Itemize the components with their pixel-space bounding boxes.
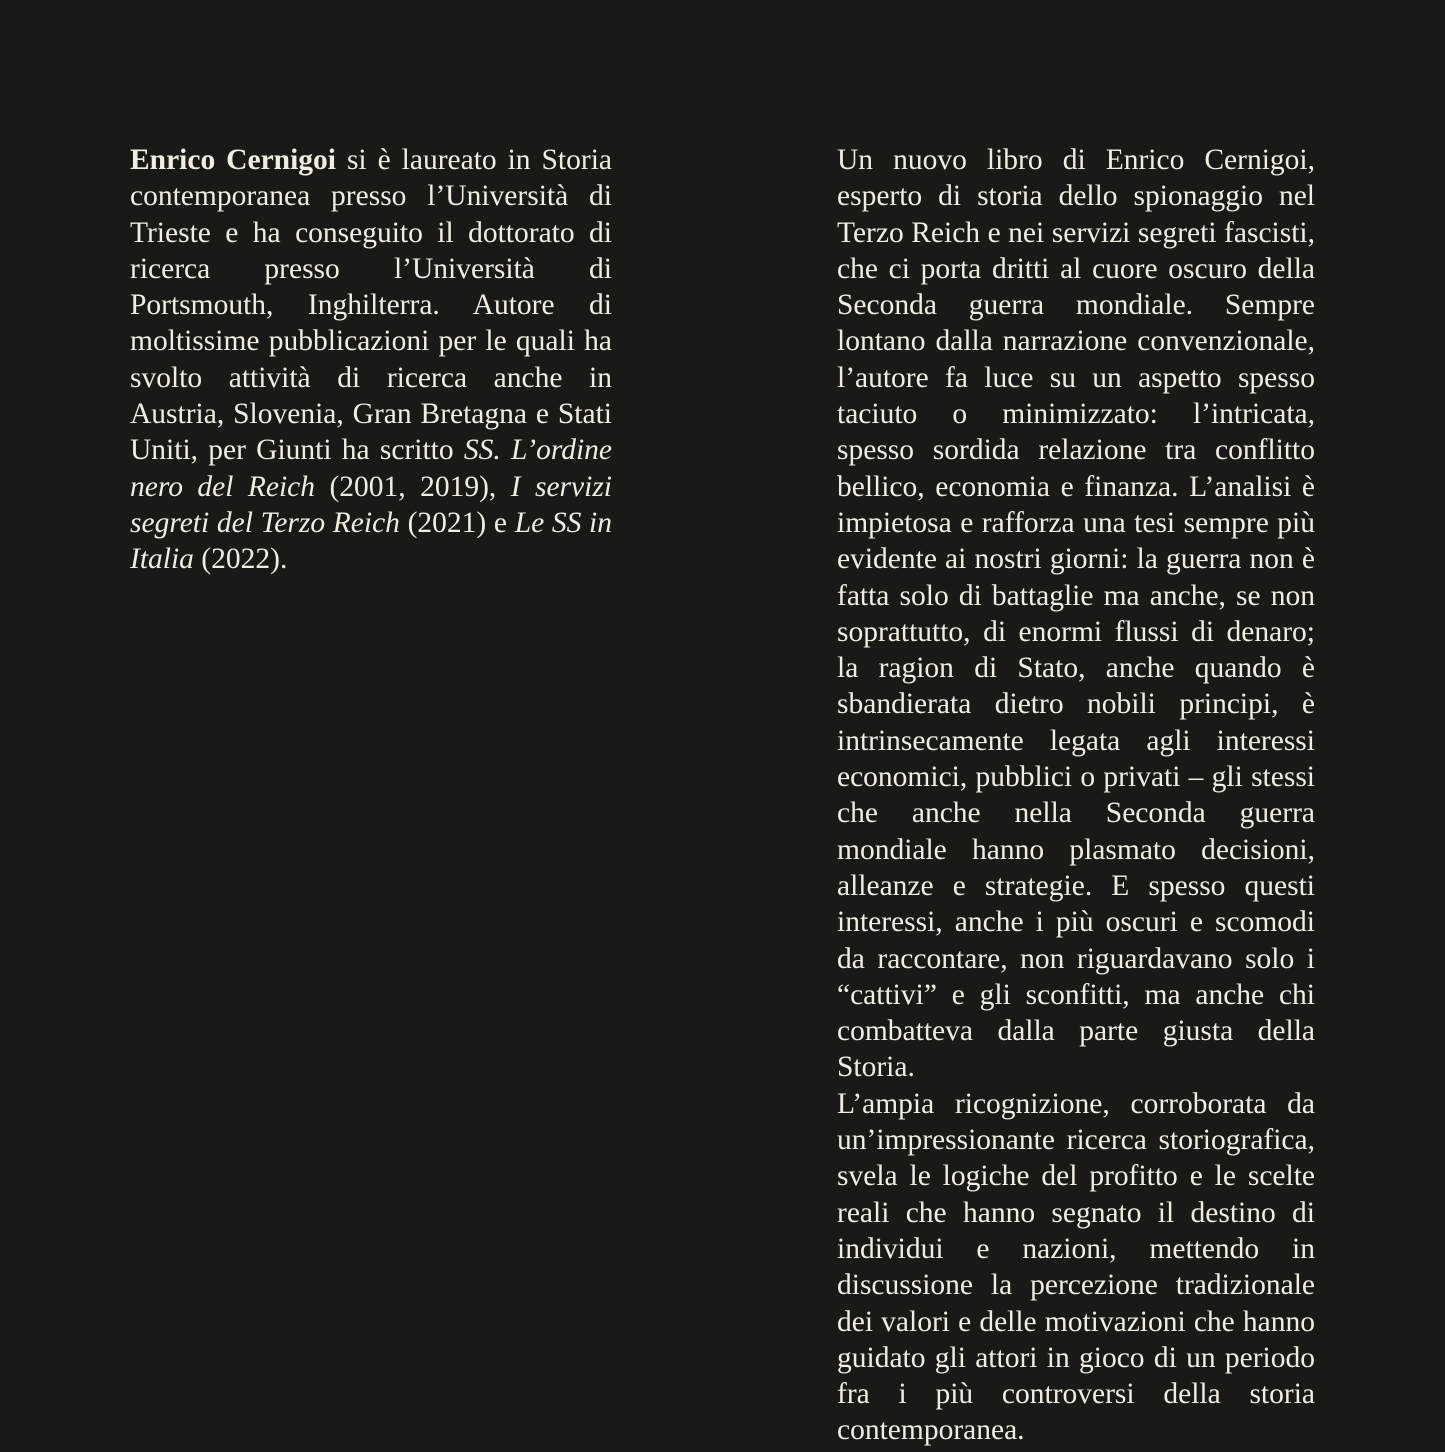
book-years-1: (2001, 2019), bbox=[315, 470, 511, 503]
book-title-2: I servizi segreti del Terzo Reich bbox=[130, 470, 612, 539]
author-bio-text: si è laureato in Storia contemporanea presso l’Università di Trieste e ha conseguito il dottorato di ricerca presso l’Università di Portsmouth, Inghilterra. Autore di moltissime pubblicazioni per le quali ha svolto attività di ricerca anche in Austria, Slovenia, Gran Bretagna e Stati Uniti, per Giunti ha scritto bbox=[130, 144, 612, 467]
blurb-paragraph-2: L’ampia ricognizione, corroborata da un’impressionante ricerca storiografica, svela le logiche del profitto e le scelte reali che hanno segnato il destino di individui e nazioni, mettendo in discussione la percezione tradizionale dei valori e delle motivazioni che hanno guidato gli attori in gioco di un periodo fra i più controversi della storia contemporanea. bbox=[837, 1087, 1315, 1447]
blurb-column bbox=[837, 142, 1315, 1449]
book-years-3: (2022). bbox=[193, 543, 288, 576]
book-years-2: (2021) e bbox=[399, 506, 515, 539]
book-title-1: SS. L’ordine nero del Reich bbox=[130, 434, 612, 503]
book-title-3: Le SS in Italia bbox=[130, 506, 613, 576]
author-bio-paragraph bbox=[130, 142, 612, 578]
blurb-paragraph-1: Un nuovo libro di Enrico Cernigoi, esperto di storia dello spionaggio nel Terzo Reich e nei servizi segreti fascisti, che ci porta dritti al cuore oscuro della Seconda guerra mondiale. Sempre lontano dalla narrazione convenzionale, l’autore fa luce su un aspetto spesso taciuto o minimizzato: l’intricata, spesso sordida relazione tra conflitto bellico, economia e finanza. L’analisi è impietosa e rafforza una tesi sempre più evidente ai nostri giorni: la guerra non è fatta solo di battaglie ma anche, se non soprattutto, di enormi flussi di denaro; la ragion di Stato, anche quando è sbandierata dietro nobili principi, è intrinsecamente legata agli interessi economici, pubblici o privati – gli stessi che anche nella Seconda guerra mondiale hanno plasmato decisioni, alleanze e strategie. E spesso questi interessi, anche i più oscuri e scomodi da raccontare, non riguardavano solo i “cattivi” e gli sconfitti, ma anche chi combatteva dalla parte giusta della Storia. bbox=[837, 144, 1315, 1084]
author-name: Enrico Cernigoi bbox=[130, 144, 336, 176]
author-bio-column bbox=[130, 142, 612, 578]
